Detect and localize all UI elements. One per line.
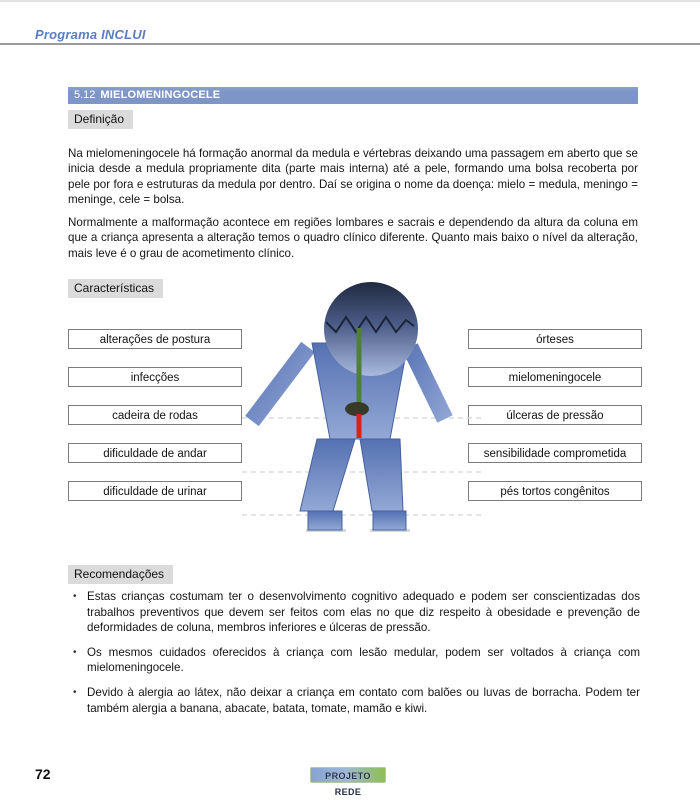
definition-paragraph-1: Na mielomeningocele há formação anormal da medula e vértebras deixando uma passagem em aberto que se inicia desde a medula propriamente dita (parte mais interna) até a pele, formando uma bolsa recoberta por pele por fora e estruturas da medula por dentro. Daí se origina o nome da doença: mielo = medula, meningo = meninge, cele = bolsa. — [68, 146, 638, 207]
characteristics-label: Características — [68, 279, 163, 298]
right-foot — [373, 511, 406, 530]
characteristic-box-posture: alterações de postura — [68, 329, 242, 349]
characteristic-box-clubfeet: pés tortos congênitos — [468, 481, 642, 501]
definition-paragraph-2: Normalmente a malformação acontece em regiões lombares e sacrais e dependendo da altura da coluna em que a criança apresenta a alteração temos o quadro clínico diferente. Quanto mais baixo o nível da alteração, mais leve é o grau de acometimento clínico. — [68, 215, 638, 260]
characteristic-box-wheelchair: cadeira de rodas — [68, 405, 242, 425]
left-leg — [300, 439, 355, 511]
page-top-edge — [0, 0, 700, 2]
section-number: 5.12 — [74, 89, 96, 101]
recommendation-item: • Estas crianças costumam ter o desenvolvimento cognitivo adequado e podem ser conscientizadas dos trabalhos preventivos que devem ser feitos com elas no que diz respeito à obesidade e prevenção de deformidades de coluna, membros inferiores e úlceras de pressão. — [68, 589, 640, 636]
body-diagram-figure — [238, 270, 488, 542]
recommendation-item: • Devido à alergia ao látex, não deixar a criança em contato com balões ou luvas de borracha. Podem ter também alergia a banana, abacate, batata, tomate, mamão e kiwi. — [68, 685, 640, 716]
page-number: 72 — [35, 766, 51, 782]
section-title: MIELOMENINGOCELE — [100, 89, 221, 101]
recommendations-list — [68, 589, 640, 725]
body-diagram-svg — [238, 270, 488, 542]
left-foot — [308, 511, 342, 530]
program-header-title: Programa INCLUI — [35, 27, 146, 42]
right-leg — [360, 439, 403, 511]
header-divider-line — [0, 43, 700, 45]
recommendation-item: • Os mesmos cuidados oferecidos à criança com lesão medular, podem ser voltados à criança com mielomeningocele. — [68, 645, 640, 676]
section-heading-bar — [68, 87, 638, 104]
right-arm — [410, 347, 445, 419]
characteristic-box-compromised-sensitivity: sensibilidade comprometida — [468, 443, 642, 463]
characteristic-box-myelomeningocele: mielomeningocele — [468, 367, 642, 387]
characteristic-box-walking-difficulty: dificuldade de andar — [68, 443, 242, 463]
characteristic-box-urinating-difficulty: dificuldade de urinar — [68, 481, 242, 501]
projeto-rede-logo: PROJETO REDE — [310, 767, 386, 783]
characteristic-box-pressure-ulcers: úlceras de pressão — [468, 405, 642, 425]
characteristic-box-infections: infecções — [68, 367, 242, 387]
recommendations-label: Recomendações — [68, 565, 173, 584]
lesion-spot — [345, 402, 369, 416]
characteristic-box-orthoses: órteses — [468, 329, 642, 349]
definition-label: Definição — [68, 110, 133, 129]
left-arm — [252, 347, 308, 421]
